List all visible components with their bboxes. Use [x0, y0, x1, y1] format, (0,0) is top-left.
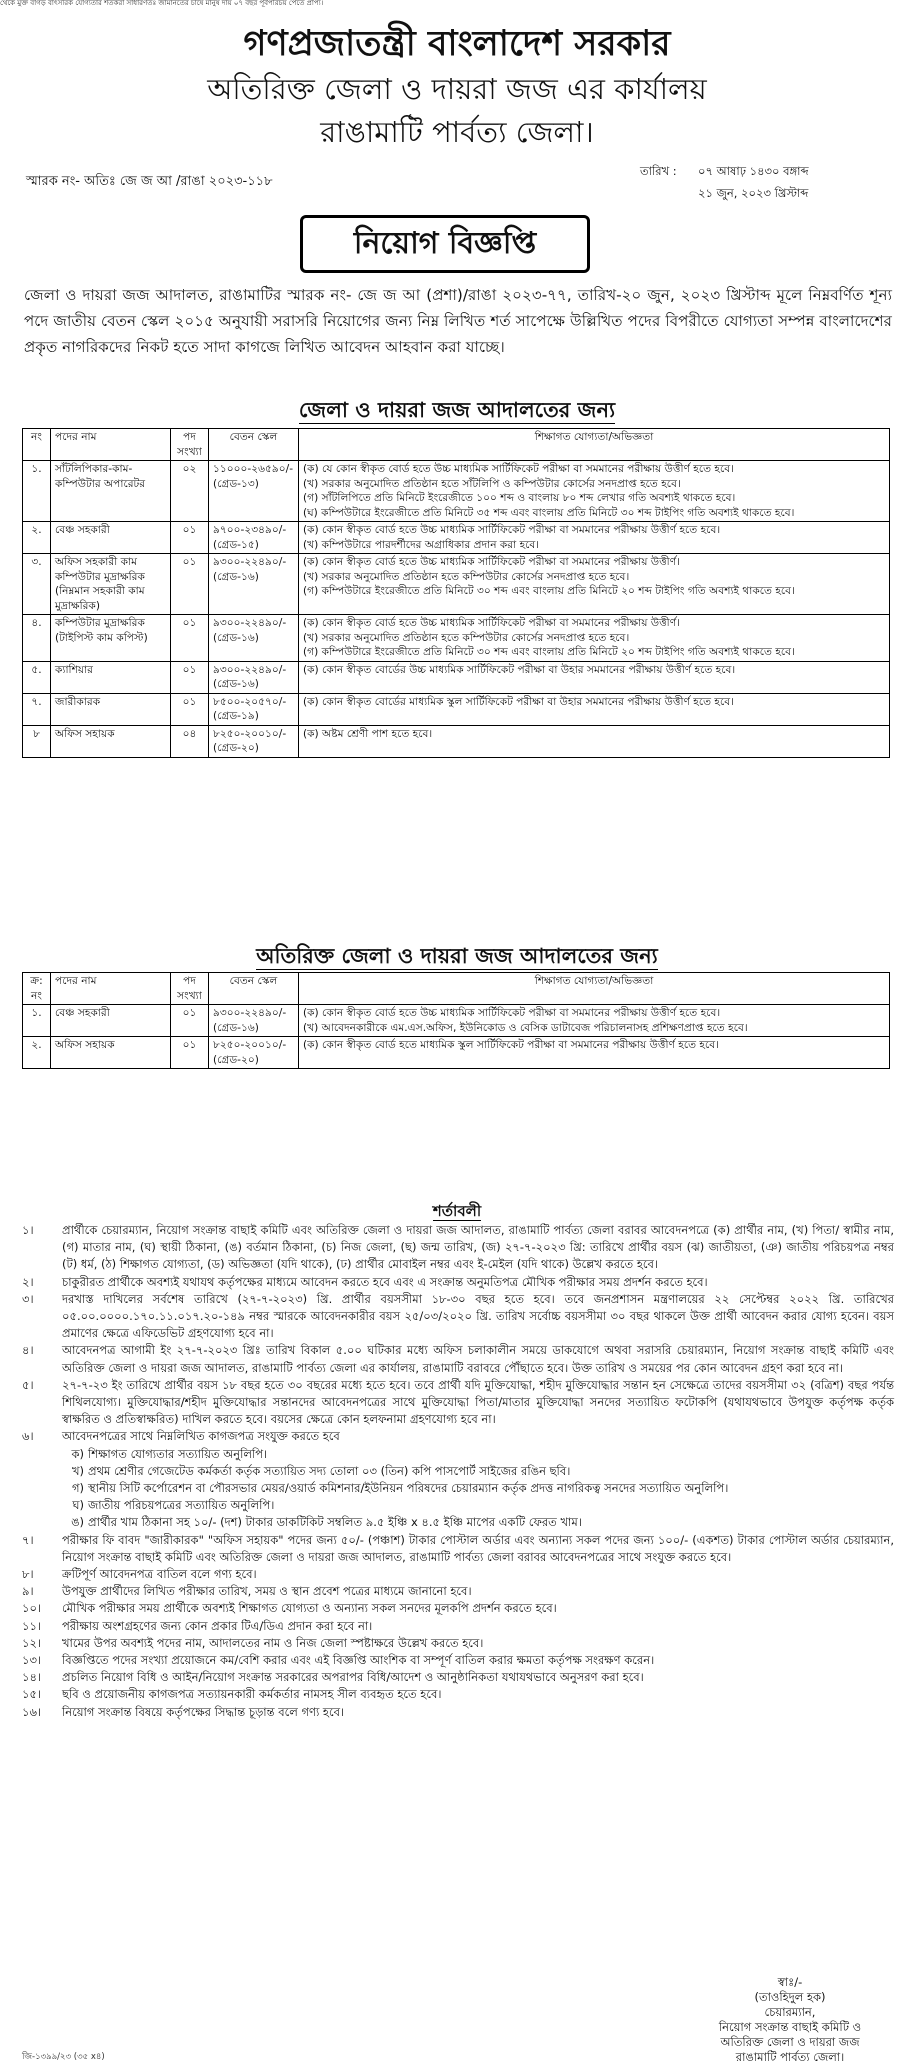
condition-number: ৫।	[22, 1377, 34, 1392]
col-no: ক্র: নং	[23, 973, 51, 1005]
row-no: ১.	[23, 461, 51, 522]
qualification-line: (ক) কোন স্বীকৃত বোর্ডের উচ্চ মাধ্যমিক সার্টিফিকেট পরীক্ষা বা উহার সমমানের পরীক্ষায় উত্তীর্ণ হতে হবে।	[303, 663, 736, 676]
condition-number: ২।	[22, 1274, 34, 1289]
col-qualification: শিক্ষাগত যোগ্যতা/অভিজ্ঞতা	[299, 429, 890, 461]
row-qualification	[299, 461, 890, 522]
condition-subitem	[22, 1463, 894, 1480]
condition-text: খামের উপর অবশ্যই পদের নাম, আদালতের নাম ও নিজ জেলা স্পষ্টাক্ষরে উল্লেখ করতে হবে।	[62, 1635, 484, 1650]
subitem-label: ঘ)	[72, 1498, 84, 1513]
table-row	[23, 1005, 890, 1037]
condition-number: ১০।	[22, 1601, 42, 1616]
condition-text: চাকুরীরত প্রার্থীকে অবশ্যই যথাযথ কর্তৃপক্ষের মাধ্যমে আবেদন করতে হবে এবং এ সংক্রান্ত অনুমতিপত্র মৌখিক পরীক্ষার সময় প্রদর্শন করতে হবে।	[62, 1274, 708, 1289]
col-post: পদের নাম	[51, 429, 171, 461]
row-qualification	[299, 693, 890, 725]
qualification-line: (খ) আবেদনকারীকে এম.এস.অফিস, ইউনিকোড ও বেসিক ডাটাবেজ পরিচালনাসহ প্রশিক্ষণপ্রাপ্ত হতে হবে।	[303, 1021, 748, 1034]
condition-number: ১১।	[22, 1618, 42, 1633]
table-row	[23, 615, 890, 662]
signature-block	[690, 1975, 890, 2065]
condition-text: বিজ্ঞপ্তিতে পদের সংখ্যা প্রয়োজনে কম/বেশি করার এবং এই বিজ্ঞপ্তি আংশিক বা সম্পূর্ণ বাতিল করার ক্ষমতা কর্তৃপক্ষ সংরক্ষণ করেন।	[62, 1653, 655, 1668]
posts-table-additional-court	[22, 972, 890, 1069]
col-qualification: শিক্ষাগত যোগ্যতা/অভিজ্ঞতা	[299, 973, 890, 1005]
col-scale: বেতন স্কেল	[209, 973, 299, 1005]
qualification-line: (ক) অষ্টম শ্রেণী পাশ হতে হবে।	[303, 727, 433, 740]
signatory-designation-1: চেয়ারম্যান,	[764, 2005, 816, 2019]
row-scale: ৮৫০০-২০৫৭০/- (গ্রেড-১৯)	[209, 693, 299, 725]
subitem-text: প্রার্থীর খাম ঠিকানা সহ ১০/- (দশ) টাকার ডাকটিকিট সম্বলিত ৯.৫ ইঞ্চি x ৪.৫ ইঞ্চি মাপের একটি ফেরত খাম।	[88, 1515, 582, 1530]
row-qualification	[299, 1005, 890, 1037]
signatory-name: (তাওহিদুল হক)	[754, 1990, 826, 2004]
notice-title: নিয়োগ বিজ্ঞপ্তি	[300, 215, 590, 273]
qualification-line: (ক) কোন স্বীকৃত বোর্ড হতে উচ্চ মাধ্যমিক সার্টিফিকেট পরীক্ষা বা সমমানের পরীক্ষায় উত্তীর্ণ হতে হবে।	[303, 524, 721, 536]
row-no: ২.	[23, 1037, 51, 1069]
condition-text: প্রচলিত নিয়োগ বিধি ও আইন/নিয়োগ সংক্রান্ত সরকারের অপরাপর বিধি/আদেশ ও আনুষ্ঠানিকতা যথাযথভাবে অনুসরণ করা হবে।	[62, 1670, 644, 1685]
row-no: ১.	[23, 1005, 51, 1037]
table-row	[23, 522, 890, 554]
row-post: কম্পিউটার মুদ্রাক্ষরিক (টাইপিস্ট কাম কপিস্ট)	[51, 615, 171, 662]
row-qualification	[299, 661, 890, 693]
row-scale: ৮২৫০-২০০১০/- (গ্রেড-২০)	[209, 725, 299, 757]
condition-text: আবেদনপত্রের সাথে নিম্নলিখিত কাগজপত্র সংযুক্ত করতে হবে	[62, 1429, 340, 1444]
col-count: পদ সংখ্যা	[171, 973, 209, 1005]
header-office: অতিরিক্ত জেলা ও দায়রা জজ এর কার্যালয়	[207, 72, 707, 106]
table2-heading: অতিরিক্ত জেলা ও দায়রা জজ আদালতের জন্য	[256, 944, 658, 968]
condition-text: ছবি ও প্রয়োজনীয় কাগজপত্র সত্যায়নকারী কর্মকর্তার নামসহ সীল ব্যবহৃত হতে হবে।	[62, 1687, 442, 1702]
condition-number: ৯।	[22, 1584, 34, 1599]
condition-number: ১৬।	[22, 1704, 42, 1719]
condition-text: ক্রটিপূর্ণ আবেদনপত্র বাতিল বলে গণ্য হবে।	[62, 1567, 257, 1582]
row-post: সাঁটলিপিকার-কাম-কম্পিউটার অপারেটর	[51, 461, 171, 522]
row-qualification	[299, 522, 890, 554]
qualification-line: (ক) কোন স্বীকৃত বোর্ডের মাধ্যমিক স্কুল সার্টিফিকেট পরীক্ষা বা উহার সমমানের পরীক্ষায় উত্তীর্ণ হতে হবে।	[303, 695, 734, 708]
top-cut-text: থেকে মুক্ত বাগড় বাৎসরিক যোগ্যতার শতকরা সাধারণতঃ জামানতের চাষে মানুষ দায় ০৭ বছর পূর্বপরিচয় পেতে প্রাপ্য।	[0, 0, 324, 7]
condition-number: ৬।	[22, 1429, 34, 1444]
condition-item	[22, 1704, 894, 1721]
row-qualification	[299, 1037, 890, 1069]
condition-text: আবেদনপত্র আগামী ইং ২৭-৭-২০২৩ খ্রিঃ তারিখ বিকাল ৫.০০ ঘটিকার মধ্যে অফিস চলাকালীন সময়ে ডাকযোগে অথবা সরাসরি চেয়ারম্যান, নিয়োগ সংক্রান্ত বাছাই কমিটি এবং অতিরিক্ত জেলা ও দায়রা জজ আদালত, রাঙামাটি পার্বত্য জেলা এর কার্যালয়, রাঙামাটি বরাবরে পৌঁছাতে হবে। উক্ত তারিখ ও সময়ের পর কোন আবেদন গ্রহণ করা হবে না।	[62, 1343, 894, 1375]
row-no: ৩.	[23, 554, 51, 615]
condition-item	[22, 1686, 894, 1703]
row-scale: ৯৭০০-২৩৪৯০/- (গ্রেড-১৫)	[209, 522, 299, 554]
qualification-line: (ঘ) কম্পিউটারে ইংরেজীতে প্রতি মিনিটে ৩৫ শব্দ এবং বাংলায় প্রতি মিনিটে ৩০ শব্দ টাইপিং গতি অবশ্যই থাকতে হবে।	[303, 506, 795, 519]
row-count: ০১	[171, 693, 209, 725]
row-count: ০১	[171, 615, 209, 662]
row-count: ০৪	[171, 725, 209, 757]
condition-item	[22, 1428, 894, 1445]
subitem-label: ক)	[71, 1446, 84, 1461]
row-count: ০১	[171, 1037, 209, 1069]
condition-text: নিয়োগ সংক্রান্ত বিষয়ে কর্তৃপক্ষের সিদ্ধান্ত চূড়ান্ত বলে গণ্য হবে।	[62, 1704, 345, 1719]
subitem-label: গ)	[71, 1481, 84, 1496]
row-scale: ৯৩০০-২২৪৯০/- (গ্রেড-১৬)	[209, 615, 299, 662]
condition-item	[22, 1583, 894, 1600]
date-block	[640, 160, 809, 204]
qualification-line: (ক) কোন স্বীকৃত বোর্ড হতে উচ্চ মাধ্যমিক সার্টিফিকেট পরীক্ষা বা সমমানের পরীক্ষায় উত্তীর্ণ হতে হবে।	[303, 1007, 721, 1019]
condition-number: ৪।	[22, 1343, 34, 1358]
row-count: ০১	[171, 661, 209, 693]
date-english: ২১ জুন, ২০২৩ খ্রিস্টাব্দ	[698, 186, 809, 200]
footer-code: জি-১৩৯৯/২৩ (৩৫ x৪)	[22, 2052, 105, 2062]
col-count: পদ সংখ্যা	[171, 429, 209, 461]
row-post: বেঞ্চ সহকারী	[51, 522, 171, 554]
qualification-line: (ক) কোন স্বীকৃত বোর্ড হতে উচ্চ মাধ্যমিক সার্টিফিকেট পরীক্ষা বা সমমানের পরীক্ষায় উত্তীর্ণ।	[303, 556, 680, 568]
header-government: গণপ্রজাতন্ত্রী বাংলাদেশ সরকার	[243, 24, 671, 64]
qualification-line: (ক) যে কোন স্বীকৃত বোর্ড হতে উচ্চ মাধ্যমিক সার্টিফিকেট পরীক্ষা বা সমমানের পরীক্ষায় উত্তীর্ণ হতে হবে।	[303, 463, 734, 475]
subitem-text: প্রথম শ্রেণীর গেজেটেড কর্মকর্তা কর্তৃক সত্যায়িত সদ্য তোলা ০৩ (তিন) কপি পাসপোর্ট সাইজের রঙিন ছবি।	[88, 1463, 571, 1478]
condition-text: প্রার্থীকে চেয়ারম্যান, নিয়োগ সংক্রান্ত বাছাই কমিটি এবং অতিরিক্ত জেলা ও দায়রা জজ আদালত, রাঙামাটি পার্বত্য জেলা বরাবর আবেদনপত্রে (ক) প্রার্থীর নাম, (খ) পিতা/ স্বামীর নাম, (গ) মাতার নাম, (ঘ) স্থায়ী ঠিকানা, (ঙ) বর্তমান ঠিকানা, (চ) নিজ জেলা, (ছ) জন্ম তারিখ, (জ) ২৭-৭-২০২৩ খ্রি: তারিখে প্রার্থীর বয়স (ঝ) জাতীয়তা, (ঞ) জাতীয় পরিচয়পত্র নম্বর (ট) ধর্ম, (ঠ) শিক্ষাগত যোগ্যতা, (ড) অভিজ্ঞতা (যদি থাকে), (ঢ) প্রার্থীর মোবাইল নম্বর এবং ই-মেইল (যদি থাকে) উল্লেখ করতে হবে।	[62, 1223, 894, 1272]
condition-item	[22, 1635, 894, 1652]
row-scale: ৯৩০০-২২৪৯০/- (গ্রেড-১৬)	[209, 661, 299, 693]
row-post: ক্যাশিয়ার	[51, 661, 171, 693]
condition-text: মৌখিক পরীক্ষার সময় প্রার্থীকে অবশ্যই শিক্ষাগত যোগ্যতা ও অন্যান্য সকল সনদের মূলকপি প্রদর্শন করতে হবে।	[62, 1601, 557, 1616]
condition-item	[22, 1291, 894, 1343]
condition-subitem	[22, 1497, 894, 1514]
condition-subitem	[22, 1514, 894, 1531]
qualification-line: (গ) সাঁটলিপিতে প্রতি মিনিটে ইংরেজীতে ১০০ শব্দ ও বাংলায় ৮০ শব্দ লেখার গতি অবশ্যই থাকতে হবে।	[303, 492, 736, 504]
header-district: রাঙামাটি পার্বত্য জেলা।	[320, 115, 594, 149]
qualification-line: (খ) কম্পিউটারে পারদর্শীদের অগ্রাধিকার প্রদান করা হবে।	[303, 538, 540, 551]
condition-item	[22, 1377, 894, 1429]
subitem-label: খ)	[71, 1463, 84, 1478]
condition-number: ৩।	[22, 1291, 34, 1306]
row-count: ০১	[171, 554, 209, 615]
row-post: বেঞ্চ সহকারী	[51, 1005, 171, 1037]
qualification-line: (খ) সরকার অনুমোদিত প্রতিষ্ঠান হতে কম্পিউটার কোর্সের সনদপ্রাপ্ত হতে হবে।	[303, 570, 630, 583]
condition-number: ৭।	[22, 1532, 34, 1547]
condition-number: ১।	[22, 1223, 34, 1237]
signatory-designation-3: অতিরিক্ত জেলা ও দায়রা জজ	[720, 2035, 860, 2049]
signatory-designation-2: নিয়োগ সংক্রান্ত বাছাই কমিটি ও	[718, 2020, 862, 2034]
col-no: নং	[23, 429, 51, 461]
col-post: পদের নাম	[51, 973, 171, 1005]
qualification-line: (গ) কম্পিউটারে ইংরেজীতে প্রতি মিনিটে ৩০ শব্দ এবং বাংলায় প্রতি মিনিটে ২০ শব্দ টাইপিং গতি অবশ্যই থাকতে হবে।	[303, 646, 795, 658]
row-post: জারীকারক	[51, 693, 171, 725]
conditions-list	[22, 1222, 894, 1721]
row-qualification	[299, 554, 890, 615]
qualification-line: (ক) কোন স্বীকৃত বোর্ড হতে উচ্চ মাধ্যমিক সার্টিফিকেট পরীক্ষা বা সমমানের পরীক্ষায় উত্তীর্ণ।	[303, 617, 680, 629]
qualification-line: (খ) সরকার অনুমোদিত প্রতিষ্ঠান হতে কম্পিউটার কোর্সের সনদপ্রাপ্ত হতে হবে।	[303, 631, 630, 644]
row-scale: ৯৩০০-২২৪৯০/- (গ্রেড-১৬)	[209, 1005, 299, 1037]
signature-mark: স্বাঃ/-	[777, 1975, 803, 1989]
intro-paragraph: জেলা ও দায়রা জজ আদালত, রাঙামাটির স্মারক নং- জে জ আ (প্রশা)/রাঙা ২০২৩-৭৭, তারিখ-২০ জুন, ২০২৩ খ্রিস্টাব্দ মূলে নিম্নবর্ণিত শূন্য পদে জাতীয় বেতন স্কেল ২০১৫ অনুযায়ী সরাসরি নিয়োগের জন্য নিম্ন লিখিত শর্ত সাপেক্ষে উল্লিখিত পদের বিপরীতে যোগ্যতা সম্পন্ন বাংলাদেশের প্রকৃত নাগরিকদের নিকট হতে সাদা কাগজে লিখিত আবেদন আহবান করা যাচ্ছে।	[24, 286, 892, 356]
table-row	[23, 725, 890, 757]
condition-number: ১২।	[22, 1635, 42, 1650]
row-post: অফিস সহায়ক	[51, 1037, 171, 1069]
row-count: ০১	[171, 522, 209, 554]
condition-text: পরীক্ষার ফি বাবদ "জারীকারক" "অফিস সহায়ক" পদের জন্য ৫০/- (পঞ্চাশ) টাকার পোস্টাল অর্ডার এবং অন্যান্য সকল পদের জন্য ১০০/- (একশত) টাকার পোস্টাল অর্ডার চেয়ারম্যান, নিয়োগ সংক্রান্ত বাছাই কমিটি এবং অতিরিক্ত জেলা ও দায়রা জজ আদালত, রাঙামাটি পার্বত্য জেলা বরাবর আবেদনপত্রের সাথে সংযুক্ত করতে হবে।	[62, 1532, 894, 1564]
qualification-line: (খ) সরকার অনুমোদিত প্রতিষ্ঠান হতে সাঁটলিপি ও কম্পিউটার কোর্সের সনদপ্রাপ্ত হতে হবে।	[303, 477, 681, 490]
subitem-text: স্থানীয় সিটি কর্পোরেশন বা পৌরসভার মেয়র/ওয়ার্ড কমিশনার/ইউনিয়ন পরিষদের চেয়ারম্যান কর্তৃক প্রদত্ত নাগরিকত্ব সনদের সত্যায়িত অনুলিপি।	[88, 1481, 729, 1496]
condition-text: দরখাস্ত দাখিলের সর্বশেষ তারিখে (২৭-৭-২০২৩) খ্রি. প্রার্থীর বয়সসীমা ১৮-৩০ বছর হতে হবে। তবে জনপ্রশাসন মন্ত্রণালয়ের ২২ সেপ্টেম্বর ২০২২ খ্রি. তারিখের ০৫.০০.০০০০.১৭০.১১.০১৭.২০-১৪৯ নম্বর স্মারকে আবেদনকারীর বয়স ২৫/০৩/২০২০ খ্রি. তারিখ সর্বোচ্চ বয়সসীমা ৩০ বছর থাকলে উক্ত প্রার্থী আবেদন করার যোগ্য হবেন। বয়স প্রমাণের ক্ষেত্রে এফিডেভিট গ্রহণযোগ্য হবে না।	[62, 1291, 894, 1341]
table-row	[23, 661, 890, 693]
condition-item	[22, 1342, 894, 1376]
condition-number: ১৪।	[22, 1670, 42, 1685]
condition-item	[22, 1618, 894, 1635]
row-scale: ১১০০০-২৬৫৯০/- (গ্রেড-১৩)	[209, 461, 299, 522]
row-count: ০১	[171, 1005, 209, 1037]
posts-table-district-court	[22, 428, 890, 758]
condition-text: ২৭-৭-২৩ ইং তারিখে প্রার্থীর বয়স ১৮ বছর হতে ৩০ বছরের মধ্যে হতে হবে। তবে প্রার্থী যদি মুক্তিযোদ্ধা, শহীদ মুক্তিযোদ্ধার সন্তান হন সেক্ষেত্রে তাদের বয়সসীমা ৩২ (বত্রিশ) বছর পর্যন্ত শিথিলযোগ্য। মুক্তিযোদ্ধার/শহীদ মুক্তিযোদ্ধার সন্তানদের আবেদনপত্রের সাথে মুক্তিযোদ্ধা পিতা/মাতার মুক্তিযোদ্ধা সনদের সত্যায়িত ফটোকপি (যথাযথভাবে উপযুক্ত কর্তৃপক্ষ কর্তৃক স্বাক্ষরিত ও প্রতিস্বাক্ষরিত) দাখিল করতে হবে। বয়সের ক্ষেত্রে কোন হলফনামা গ্রহণযোগ্য হবে না।	[62, 1377, 894, 1427]
col-scale: বেতন স্কেল	[209, 429, 299, 461]
condition-item	[22, 1600, 894, 1617]
row-post: অফিস সহকারী কাম কম্পিউটার মুদ্রাক্ষরিক (নিম্নমান সহকারী কাম মুদ্রাক্ষরিক)	[51, 554, 171, 615]
conditions-heading: শর্তাবলী	[432, 1202, 482, 1220]
row-scale: ৮২৫০-২০০১০/- (গ্রেড-২০)	[209, 1037, 299, 1069]
table-row	[23, 461, 890, 522]
row-qualification	[299, 725, 890, 757]
condition-text: উপযুক্ত প্রার্থীদের লিখিত পরীক্ষার তারিখ, সময় ও স্থান প্রবেশ পত্রের মাধ্যমে জানানো হবে।	[62, 1584, 472, 1599]
condition-item	[22, 1566, 894, 1583]
condition-item	[22, 1274, 894, 1291]
condition-item	[22, 1532, 894, 1566]
row-no: ৮	[23, 725, 51, 757]
date-label: তারিখ :	[640, 164, 677, 178]
table-row	[23, 693, 890, 725]
condition-number: ১৫।	[22, 1687, 42, 1702]
table-row	[23, 554, 890, 615]
subitem-text: শিক্ষাগত যোগ্যতার সত্যায়িত অনুলিপি।	[88, 1446, 268, 1461]
row-scale: ৯৩০০-২২৪৯০/- (গ্রেড-১৬)	[209, 554, 299, 615]
condition-subitem	[22, 1446, 894, 1463]
signatory-designation-4: রাঙামাটি পার্বত্য জেলা।	[735, 2050, 845, 2064]
condition-subitem	[22, 1480, 894, 1497]
condition-number: ১৩।	[22, 1653, 42, 1668]
row-qualification	[299, 615, 890, 662]
condition-number: ৮।	[22, 1567, 34, 1582]
row-post: অফিস সহায়ক	[51, 725, 171, 757]
row-no: ৫.	[23, 661, 51, 693]
row-no: ২.	[23, 522, 51, 554]
row-no: ৭.	[23, 693, 51, 725]
subitem-text: জাতীয় পরিচয়পত্রের সত্যায়িত অনুলিপি।	[88, 1498, 275, 1513]
condition-item	[22, 1669, 894, 1686]
row-no: ৪.	[23, 615, 51, 662]
condition-item	[22, 1222, 894, 1274]
subitem-label: ঙ)	[71, 1515, 84, 1530]
table1-heading: জেলা ও দায়রা জজ আদালতের জন্য	[298, 398, 616, 422]
memo-number: স্মারক নং- অতিঃ জে জ আ /রাঙা ২০২৩-১১৮	[26, 174, 273, 189]
qualification-line: (গ) কম্পিউটারে ইংরেজীতে প্রতি মিনিটে ৩০ শব্দ এবং বাংলায় প্রতি মিনিটে ২০ শব্দ টাইপিং গতি অবশ্যই থাকতে হবে।	[303, 585, 795, 597]
qualification-line: (ক) কোন স্বীকৃত বোর্ড হতে মাধ্যমিক স্কুল সার্টিফিকেট পরীক্ষা বা সমমানের পরীক্ষায় উত্তীর্ণ হতে হবে।	[303, 1039, 719, 1051]
row-count: ০২	[171, 461, 209, 522]
date-bangla: ০৭ আষাঢ় ১৪৩০ বঙ্গাব্দ	[698, 164, 809, 178]
condition-item	[22, 1652, 894, 1669]
condition-text: পরীক্ষায় অংশগ্রহণের জন্য কোন প্রকার টিএ/ডিএ প্রদান করা হবে না।	[62, 1618, 373, 1633]
table-row	[23, 1037, 890, 1069]
